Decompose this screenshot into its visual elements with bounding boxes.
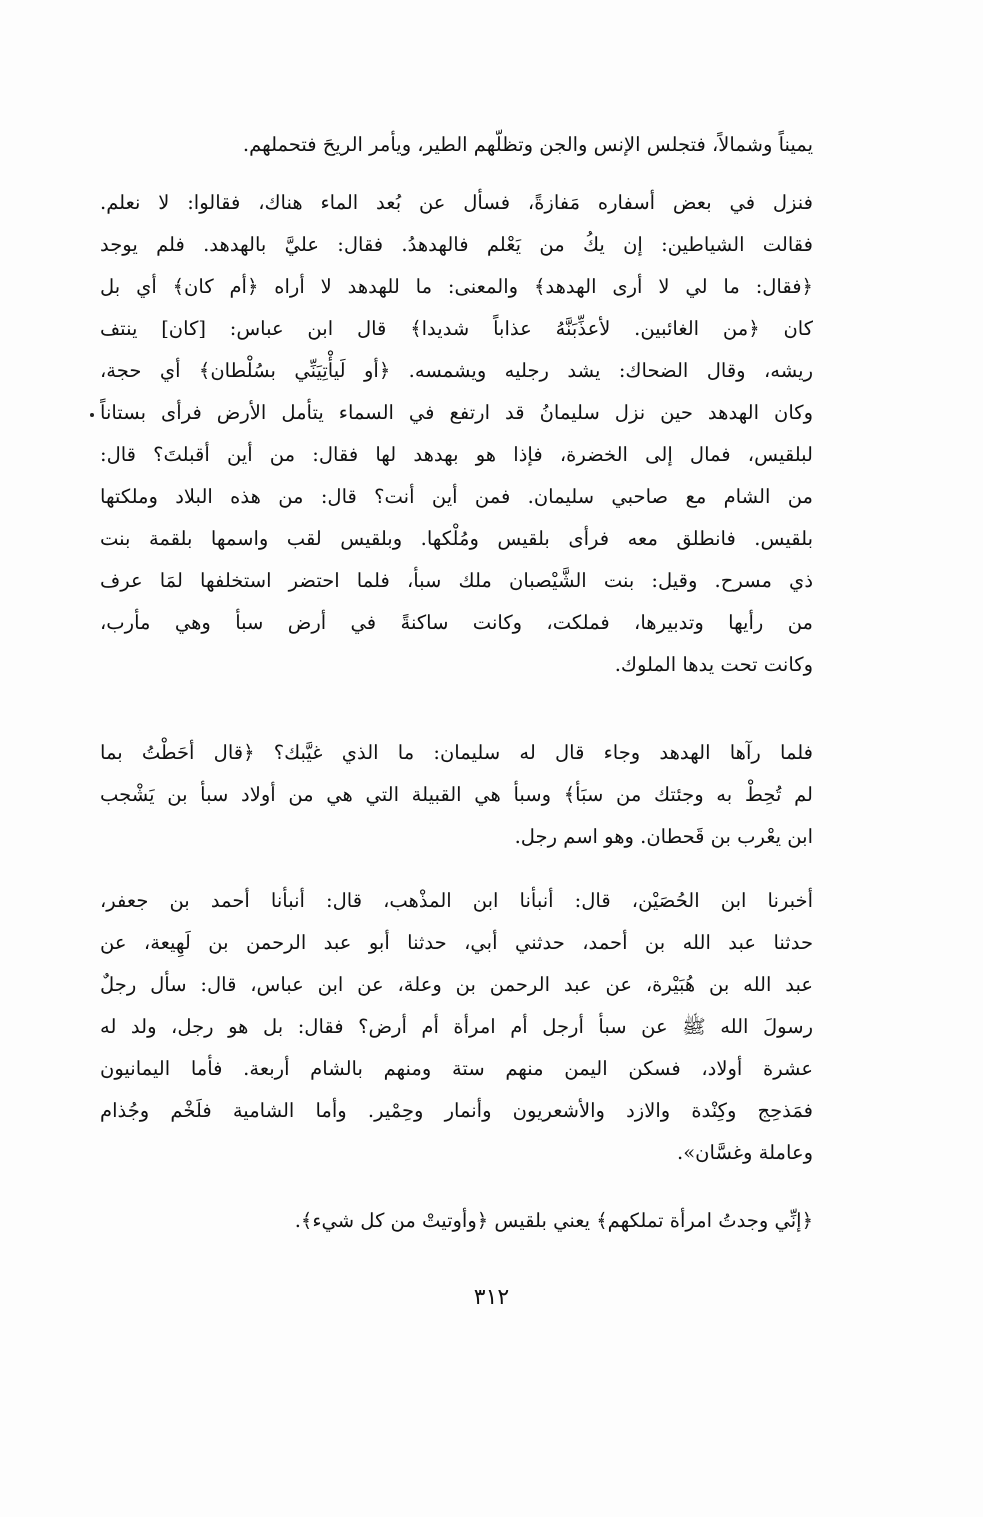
text-line: بلقيس. فانطلق معه فرأى بلقيس ومُلْكها. وبلقيس لقب واسمها بلقمة بنت: [100, 527, 813, 550]
text-line: ﴿فقال: ما لي لا أرى الهدهد﴾ والمعنى: ما للهدهد لا أراه ﴿أم كان﴾ أي بل: [100, 275, 813, 298]
text-line: ذي مسرح. وقيل: بنت الشَّيْصبان ملك سبأ، فلما احتضر استخلفها لمَا عرف: [100, 569, 813, 592]
text-line: وكان الهدهد حين نزل سليمانُ قد ارتفع في السماء يتأمل الأرض فرأى بستاناً: [100, 401, 813, 424]
text-line: أخبرنا ابن الحُصَيْن، قال: أنبأنا ابن المذْهب، قال: أنبأنا أحمد بن جعفر،: [100, 889, 813, 912]
paragraph-4: [100, 880, 813, 1174]
text-line: ﴿إنِّي وجدتُ امرأة تملكهم﴾ يعني بلقيس ﴿وأوتيتْ من كل شيء﴾.: [294, 1209, 813, 1232]
text-line: وعاملة وغسَّان».: [677, 1141, 813, 1164]
text-line: حدثنا عبد الله بن أحمد، حدثني أبي، حدثنا أبو عبد الرحمن بن لَهِيعة، عن: [100, 931, 813, 954]
paragraph-5: [100, 1200, 813, 1242]
text-line: من الشام مع صاحبي سليمان. فمن أين أنت؟ قال: من هذه البلاد وملكتها: [100, 485, 813, 508]
text-line: عبد الله بن هُبَيْرة، عن عبد الرحمن بن وعلة، عن ابن عباس، قال: سأل رجلٌ: [100, 973, 813, 996]
text-line: يميناً وشمالاً، فتجلس الإنس والجن وتظلّهم الطير، ويأمر الريحَ فتحملهم.: [242, 133, 813, 156]
text-line: كان ﴿من الغائبين. لأعذِّبَنَّهُ عذاباً شديدا﴾ قال ابن عباس: [كان] ينتف: [100, 317, 813, 340]
paragraph-1: [100, 124, 813, 166]
text-line: لبلقيس، فمال إلى الخضرة، فإذا هو بهدهد لها فقال: من أين أقبلتَ؟ قال:: [100, 443, 813, 466]
paragraph-3: [100, 732, 813, 858]
text-line: فقالت الشياطين: إن يكُ من يَعْلم فالهدهدُ. فقال: عليَّ بالهدهد. فلم يوجد: [100, 233, 813, 256]
text-line: فمَذحِج وكِنْدة والازد والأشعريون وأنمار وحِمْير. وأما الشامية فلَخْم وجُذام: [100, 1099, 813, 1122]
text-line: من رأيها وتدبيرها، فملكت، وكانت ساكنةً في أرض سبأ وهي مأرب،: [100, 611, 813, 634]
text-line: فنزل في بعض أسفاره مَفازةً، فسأل عن بُعد الماء هناك، فقالوا: لا نعلم.: [100, 191, 813, 214]
text-line: رسولَ الله ﷺ عن سبأ أرجل أم امرأة أم أرض؟ فقال: بل هو رجل، ولد له: [100, 1015, 813, 1038]
page-number: ٣١٢: [473, 1285, 510, 1310]
text-line: وكانت تحت يدها الملوك.: [614, 653, 813, 676]
margin-mark: [90, 413, 94, 417]
paragraph-2: [100, 182, 813, 686]
text-line: عشرة أولاد، فسكن اليمن منهم ستة ومنهم بالشام أربعة. فأما اليمانيون: [100, 1057, 813, 1080]
text-line: فلما رآها الهدهد وجاء قال له سليمان: ما الذي غيَّبك؟ ﴿قال أحَطْتُ بما: [100, 741, 813, 764]
text-line: لم تُحِطْ به وجئتك من سبَأ﴾ وسبأ هي القبيلة التي هي من أولاد سبأ بن يَشْجب: [100, 783, 813, 806]
text-line: ابن يعْرب بن قَحطان. وهو اسم رجل.: [514, 825, 813, 848]
text-line: ريشه، وقال الضحاك: يشد رجليه ويشمسه. ﴿أو لَيأْتِيَنِّي بسُلْطان﴾ أي حجة،: [100, 359, 813, 382]
